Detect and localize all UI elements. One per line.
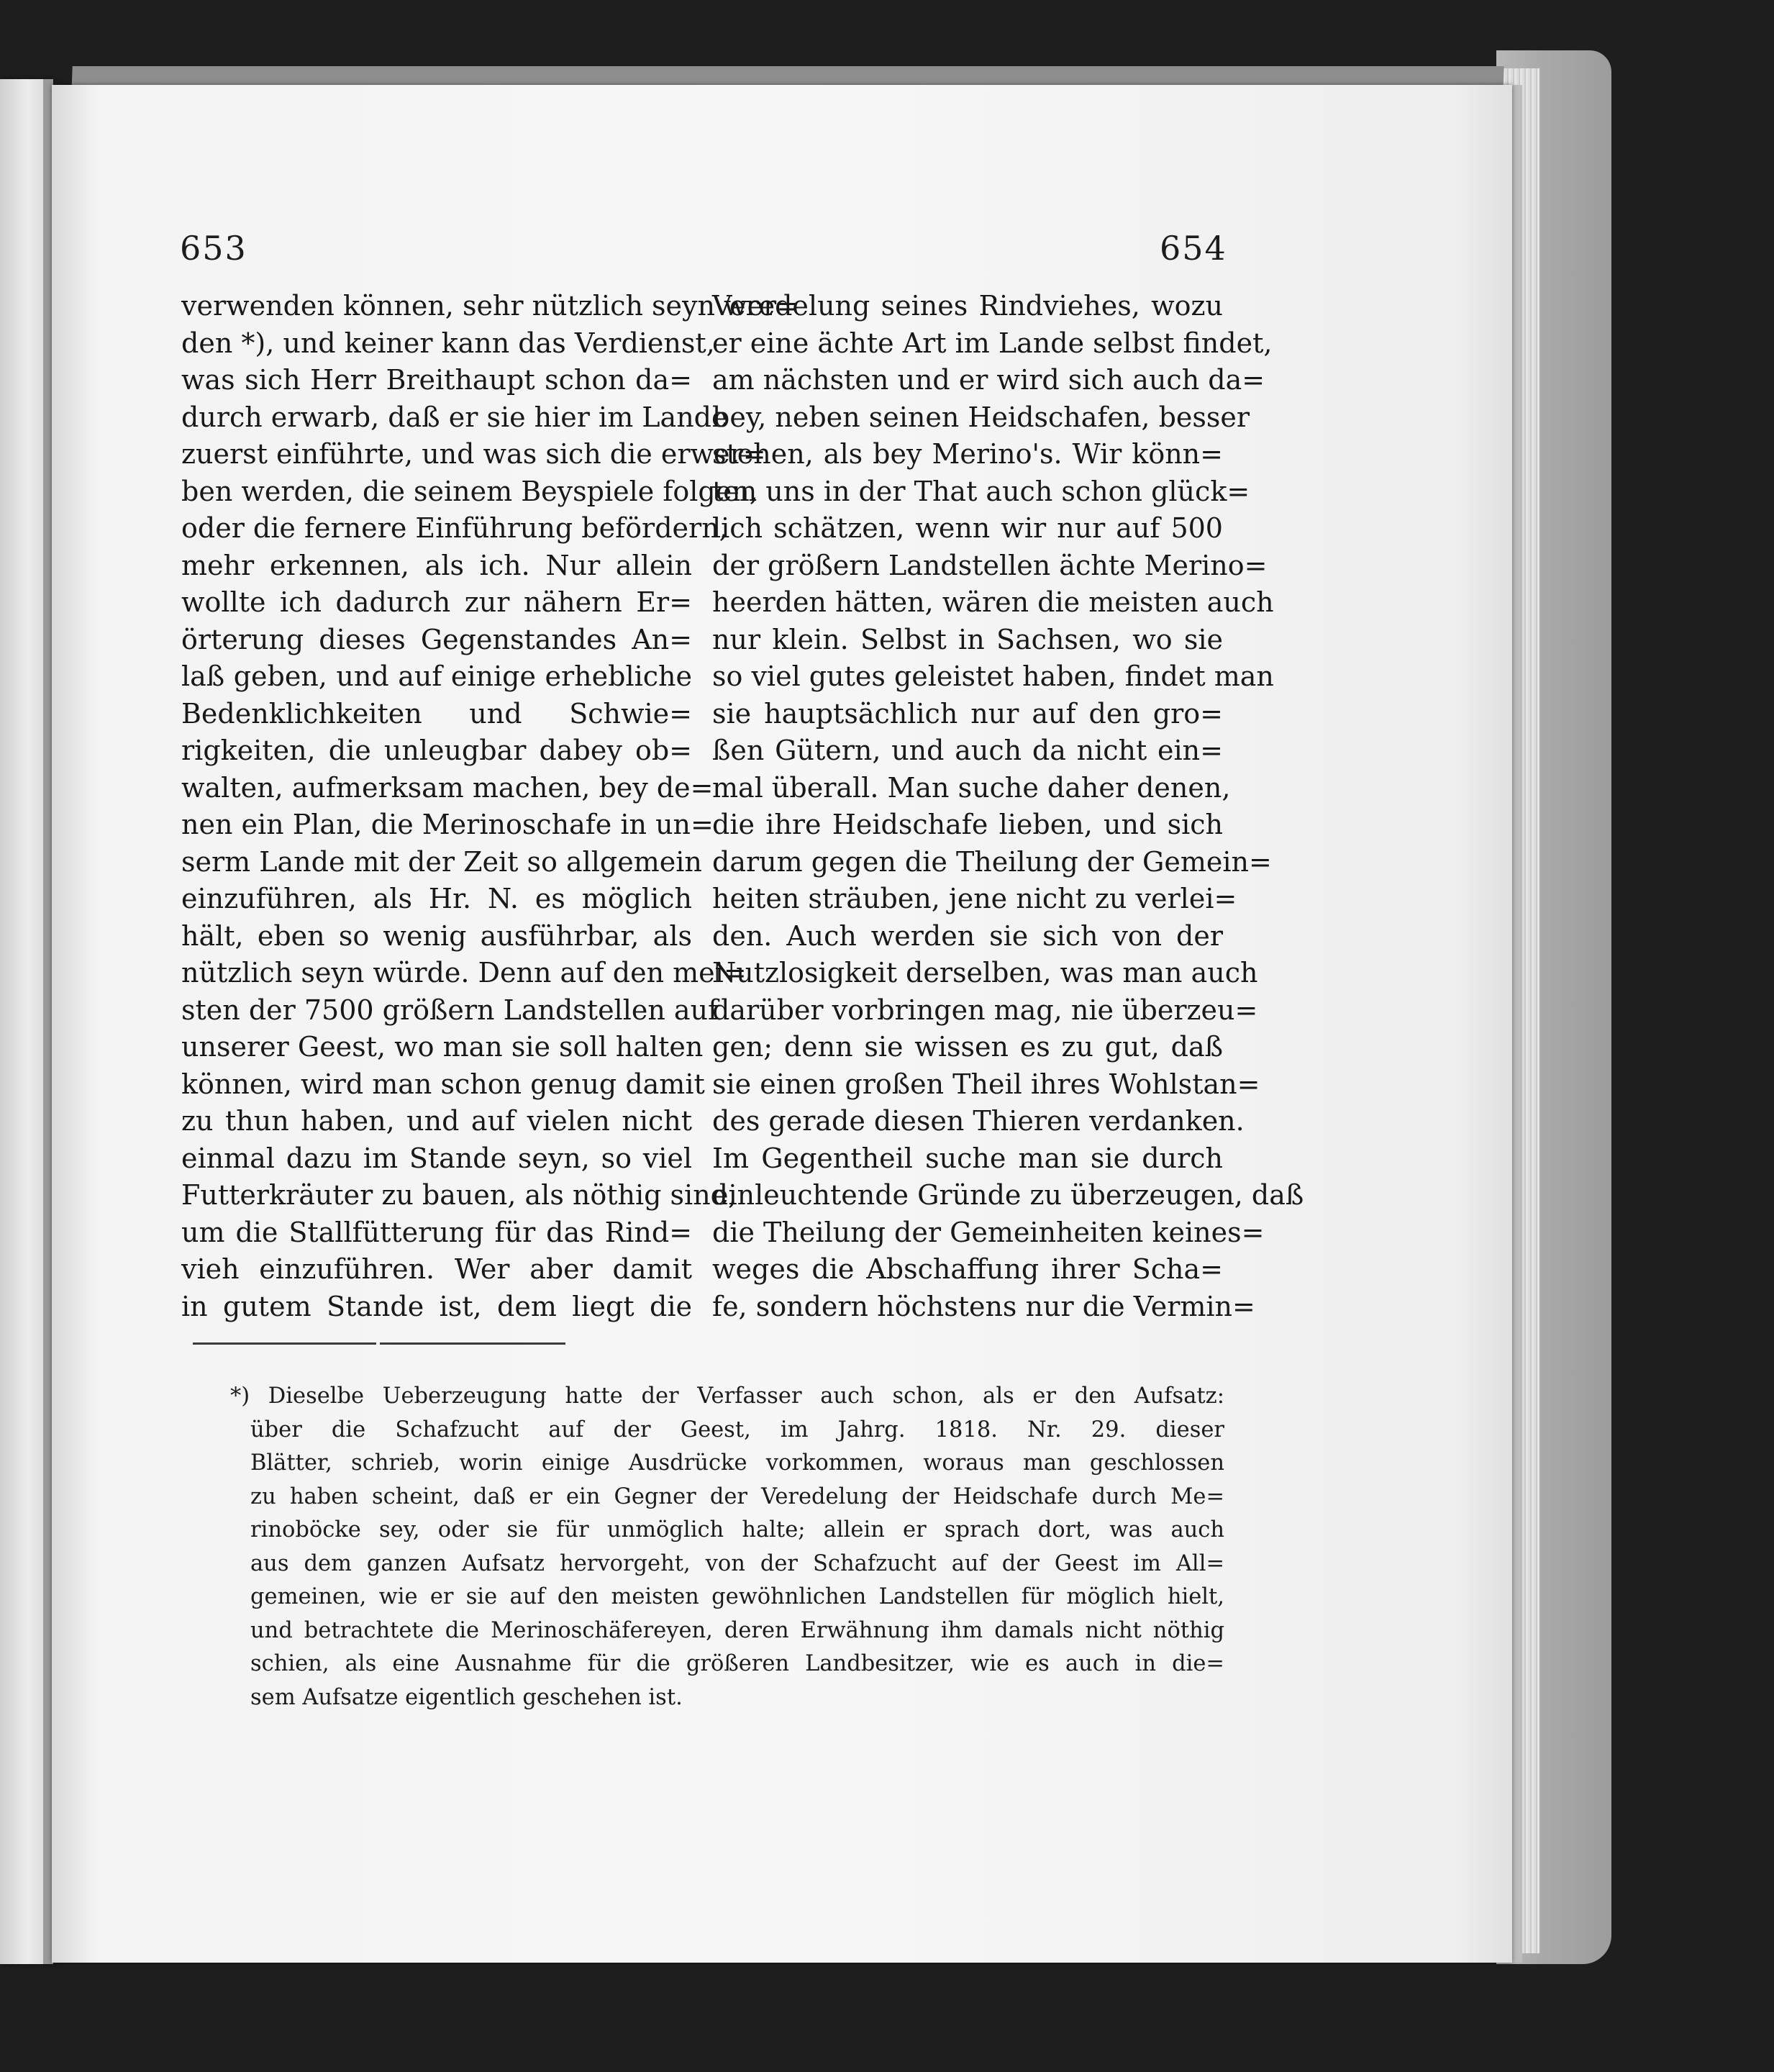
text-line: der größern Landstellen ächte Merino= xyxy=(712,549,1268,581)
text-line: darum gegen die Theilung der Gemein= xyxy=(712,845,1272,878)
text-line: vieh einzuführen. Wer aber damit xyxy=(181,1253,692,1285)
footnote-line: gemeinen, wie er sie auf den meisten gewöhnlichen Landstellen für möglich hielt, xyxy=(250,1584,1224,1609)
text-line: nur klein. Selbst in Sachsen, wo sie xyxy=(712,623,1223,655)
footnote-line: sem Aufsatze eigentlich geschehen ist. xyxy=(250,1684,683,1710)
text-line: örterung dieses Gegenstandes An= xyxy=(181,623,692,655)
text-line: Bedenklichkeiten und Schwie= xyxy=(181,697,692,730)
text-line: am nächsten und er wird sich auch da= xyxy=(712,364,1265,396)
text-line: Veredelung seines Rindviehes, wozu xyxy=(712,290,1223,322)
page-shadow xyxy=(1511,85,1522,1963)
footnote-line: schien, als eine Ausnahme für die größeren Landbesitzer, wie es auch in die= xyxy=(250,1651,1224,1676)
footnote-rule xyxy=(380,1342,565,1345)
text-line: verwenden können, sehr nützlich seyn wer= xyxy=(181,290,800,322)
text-line: so viel gutes geleistet haben, findet man xyxy=(712,660,1274,692)
text-line: bey, neben seinen Heidschafen, besser xyxy=(712,401,1250,433)
text-line: unserer Geest, wo man sie soll halten xyxy=(181,1031,704,1063)
footnote-line: rinoböcke sey, oder sie für unmöglich halte; allein er sprach dort, was auch xyxy=(250,1517,1224,1542)
text-line: lich schätzen, wenn wir nur auf 500 xyxy=(712,512,1223,544)
text-column-left xyxy=(181,288,800,1325)
text-line: walten, aufmerksam machen, bey de= xyxy=(181,771,714,804)
page-number-left: 653 xyxy=(180,229,247,268)
text-line: einmal dazu im Stande seyn, so viel xyxy=(181,1142,692,1174)
text-line: nen ein Plan, die Merinoschafe in un= xyxy=(181,809,714,840)
text-line: die Theilung der Gemeinheiten keines= xyxy=(712,1216,1265,1248)
text-line: einleuchtende Gründe zu überzeugen, daß xyxy=(712,1179,1304,1211)
text-line: um die Stallfütterung für das Rind= xyxy=(181,1216,692,1248)
text-line: Nutzlosigkeit derselben, was man auch xyxy=(712,957,1258,989)
text-line: weges die Abschaffung ihrer Scha= xyxy=(712,1253,1223,1285)
text-line: den *), und keiner kann das Verdienst, xyxy=(181,327,715,359)
text-line: den. Auch werden sie sich von der xyxy=(712,919,1223,952)
text-line: heiten sträuben, jene nicht zu verlei= xyxy=(712,883,1237,914)
text-column-right xyxy=(712,288,1304,1325)
text-line: oder die fernere Einführung befördern, xyxy=(181,512,728,544)
text-line: laß geben, und auf einige erhebliche xyxy=(181,660,692,692)
text-line: zuerst einführte, und was sich die erwer= xyxy=(181,438,766,470)
page-number-right: 654 xyxy=(1160,229,1227,268)
footnote-line: *) Dieselbe Ueberzeugung hatte der Verfasser auch schon, als er den Aufsatz: xyxy=(230,1383,1224,1409)
text-line: was sich Herr Breithaupt schon da= xyxy=(181,364,692,396)
text-line: ben werden, die seinem Beyspiele folgen, xyxy=(181,475,758,507)
text-line: Im Gegentheil suche man sie durch xyxy=(712,1142,1223,1174)
text-line: heerden hätten, wären die meisten auch xyxy=(712,586,1274,618)
text-line: fe, sondern höchstens nur die Vermin= xyxy=(712,1290,1255,1322)
text-line: durch erwarb, daß er sie hier im Lande xyxy=(181,401,728,433)
text-line: zu thun haben, und auf vielen nicht xyxy=(181,1105,692,1137)
text-line: gen; denn sie wissen es zu gut, daß xyxy=(712,1031,1223,1063)
footnote-line: und betrachtete die Merinoschäfereyen, deren Erwähnung ihm damals nicht nöthig xyxy=(250,1617,1224,1643)
text-line: Futterkräuter zu bauen, als nöthig sind, xyxy=(181,1179,737,1211)
text-line: mal überall. Man suche daher denen, xyxy=(712,771,1231,804)
text-line: in gutem Stande ist, dem liegt die xyxy=(181,1290,692,1322)
text-line: ßen Gütern, und auch da nicht ein= xyxy=(712,735,1223,766)
footnote-line: Blätter, schrieb, worin einige Ausdrücke vorkommen, woraus man geschlossen xyxy=(250,1450,1224,1476)
text-line: sie hauptsächlich nur auf den gro= xyxy=(712,697,1223,730)
footnote xyxy=(230,1380,1224,1714)
footnote-line: zu haben scheint, daß er ein Gegner der Veredelung der Heidschafe durch Me= xyxy=(250,1483,1224,1509)
text-line: stehen, als bey Merino's. Wir könn= xyxy=(712,438,1223,470)
text-line: sie einen großen Theil ihres Wohlstan= xyxy=(712,1068,1260,1100)
footnote-rule xyxy=(193,1342,376,1345)
text-line: rigkeiten, die unleugbar dabey ob= xyxy=(181,735,692,766)
text-line: des gerade diesen Thieren verdanken. xyxy=(712,1105,1245,1137)
text-line: ten uns in der That auch schon glück= xyxy=(712,475,1250,507)
text-line: wollte ich dadurch zur nähern Er= xyxy=(181,586,692,618)
text-line: er eine ächte Art im Lande selbst findet, xyxy=(712,327,1273,359)
text-line: die ihre Heidschafe lieben, und sich xyxy=(712,809,1223,840)
text-line: hält, eben so wenig ausführbar, als xyxy=(181,919,692,952)
text-line: sten der 7500 größern Landstellen auf xyxy=(181,994,719,1026)
footnote-line: über die Schafzucht auf der Geest, im Jahrg. 1818. Nr. 29. dieser xyxy=(250,1417,1224,1442)
text-line: serm Lande mit der Zeit so allgemein xyxy=(181,845,702,878)
text-line: einzuführen, als Hr. N. es möglich xyxy=(181,883,692,914)
text-line: nützlich seyn würde. Denn auf den mei= xyxy=(181,957,747,989)
footnote-line: aus dem ganzen Aufsatz hervorgeht, von der Schafzucht auf der Geest im All= xyxy=(250,1550,1224,1576)
text-line: können, wird man schon genug damit xyxy=(181,1068,705,1100)
text-line: mehr erkennen, als ich. Nur allein xyxy=(181,549,692,581)
text-line: darüber vorbringen mag, nie überzeu= xyxy=(712,994,1258,1026)
